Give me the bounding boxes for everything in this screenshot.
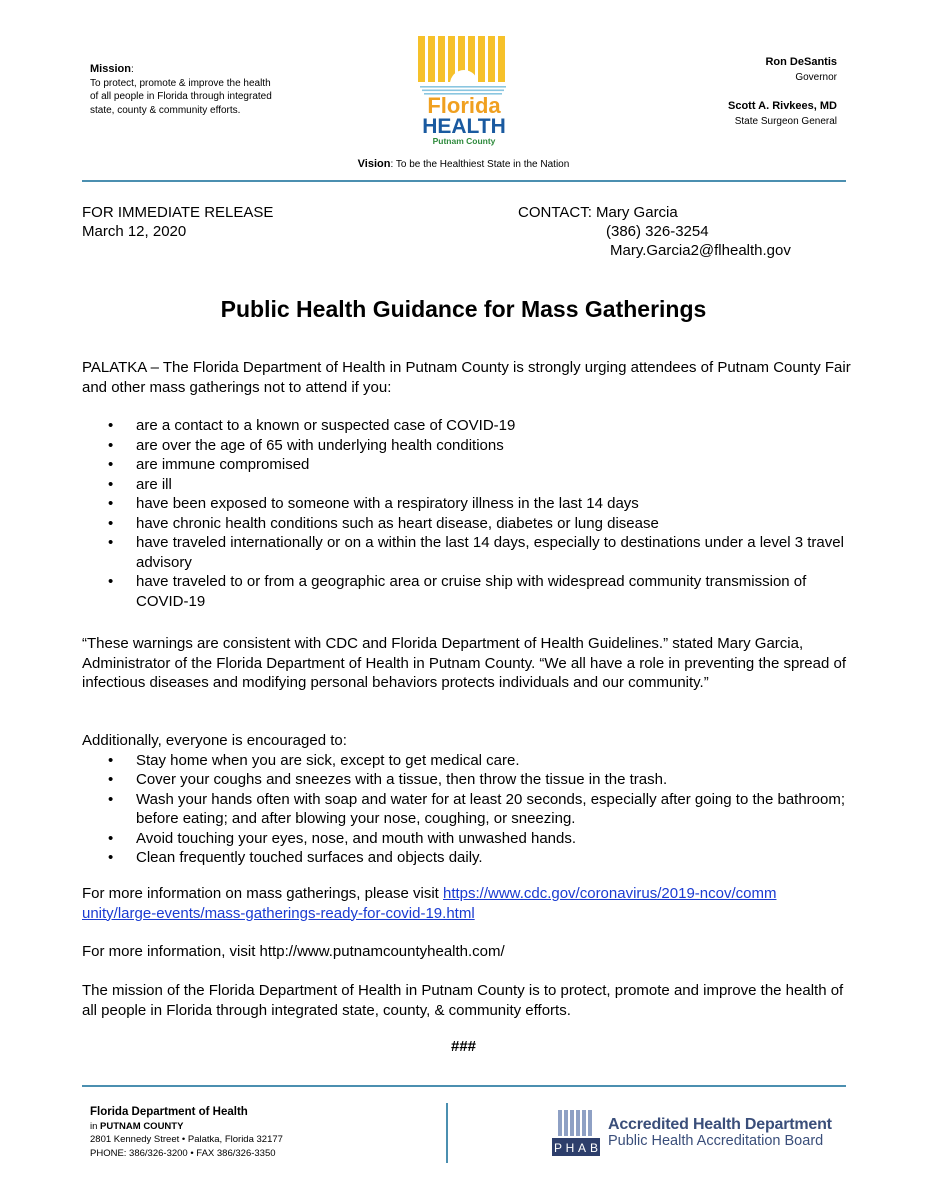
contact-email: Mary.Garcia2@flhealth.gov	[610, 242, 791, 259]
footer-county: PUTNAM COUNTY	[100, 1120, 184, 1132]
intro-text: PALATKA – The Florida Department of Health in Putnam County is strongly urging attendees of Putnam County Fair and other mass gatherings not to attend if you:	[82, 359, 851, 396]
header-divider	[82, 180, 846, 182]
footer-org-name: Florida Department of Health	[90, 1106, 248, 1118]
more-info-prefix: For more information on mass gatherings, please visit	[82, 885, 443, 902]
mission-statement-text: The mission of the Florida Department of Health in Putnam County is to protect, promote and improve the health of all people in Florida through integrated state, county, & community efforts.	[82, 982, 844, 1019]
footer-vertical-divider	[446, 1103, 448, 1163]
quote-text: “These warnings are consistent with CDC and Florida Department of Health Guidelines.” stated Mary Garcia, Administrator of the Florida Department of Health in Putnam County. “We all have a role in preventing the spread of infectious diseases and modifying personal behaviors protects individuals and our community.”	[82, 635, 847, 691]
list-item: • Wash your hands often with soap and water for at least 20 seconds, especially after going to the bathroom; before eating; and after blowing your nose, coughing, or sneezing.	[82, 790, 852, 829]
governor-name: Ron DeSantis	[765, 56, 837, 68]
mission-block	[90, 63, 310, 117]
accreditation-text	[608, 1116, 832, 1149]
cdc-mass-gatherings-link[interactable]: https://www.cdc.gov/coronavirus/2019-ncov/community/large-events/mass-gatherings-ready-for-covid-19.html	[82, 885, 777, 922]
mission-statement-paragraph	[82, 981, 852, 1020]
list-item: • are a contact to a known or suspected case of COVID-19	[82, 416, 852, 436]
list-item: • are over the age of 65 with underlying health conditions	[82, 436, 852, 456]
florida-health-logo	[412, 36, 516, 146]
vision-line	[0, 158, 927, 170]
footer-phone-fax: PHONE: 386/326-3200 • FAX 386/326-3350	[90, 1147, 276, 1159]
list-item: • are ill	[82, 475, 852, 495]
mission-line: To protect, promote & improve the health	[90, 77, 271, 89]
footer-address	[90, 1106, 283, 1160]
list-item: • have chronic health conditions such as heart disease, diabetes or lung disease	[82, 514, 852, 534]
page-title: Public Health Guidance for Mass Gatherings	[220, 296, 707, 322]
list-item: • Clean frequently touched surfaces and objects daily.	[82, 848, 852, 868]
release-date: March 12, 2020	[82, 223, 187, 240]
phab-letter: B	[589, 1141, 599, 1155]
attendance-bullet-list	[82, 416, 852, 611]
governor-title: Governor	[795, 72, 837, 83]
logo-word-florida: Florida	[427, 93, 501, 118]
vision-text: : To be the Healthiest State in the Nation	[390, 159, 570, 170]
list-item: • Avoid touching your eyes, nose, and mouth with unwashed hands.	[82, 829, 852, 849]
more-info-paragraph	[82, 884, 782, 923]
logo-word-health: HEALTH	[422, 115, 506, 138]
quote-paragraph	[82, 634, 852, 693]
phab-letter: A	[577, 1141, 587, 1155]
accreditation-line2: Public Health Accreditation Board	[608, 1133, 824, 1149]
contact-info	[518, 203, 791, 260]
mission-colon: :	[130, 64, 134, 75]
list-item: • are immune compromised	[82, 455, 852, 475]
additionally-text: Additionally, everyone is encouraged to:	[82, 732, 347, 749]
accreditation-line1: Accredited Health Department	[608, 1116, 832, 1133]
vision-label: Vision	[357, 158, 391, 170]
footer-divider	[82, 1085, 846, 1087]
county-site-paragraph	[82, 942, 852, 962]
contact-name: CONTACT: Mary Garcia	[518, 204, 678, 221]
more-info-text: For more information, visit http://www.putnamcountyhealth.com/	[82, 943, 505, 960]
surgeon-general-name: Scott A. Rivkees, MD	[727, 100, 837, 112]
phab-logo-icon	[552, 1108, 600, 1156]
surgeon-general-title: State Surgeon General	[734, 116, 837, 127]
encouraged-section	[82, 731, 852, 868]
list-item: • have traveled internationally or on a within the last 14 days, especially to destinations under a level 3 travel advisory	[82, 533, 852, 572]
list-item: • have been exposed to someone with a respiratory illness in the last 14 days	[82, 494, 852, 514]
phab-letter: P	[553, 1141, 563, 1155]
footer-street: 2801 Kennedy Street • Palatka, Florida 32177	[90, 1134, 283, 1145]
intro-paragraph	[82, 358, 852, 397]
list-item: • Stay home when you are sick, except to get medical care.	[82, 751, 852, 771]
mission-label: Mission	[90, 63, 131, 75]
mission-line: state, county & community efforts.	[90, 104, 241, 116]
end-mark: ###	[450, 1038, 477, 1055]
footer-in: in	[90, 1120, 101, 1132]
contact-phone: (386) 326-3254	[606, 223, 709, 240]
phab-letter: H	[565, 1141, 575, 1155]
release-info	[82, 203, 273, 241]
list-item: • have traveled to or from a geographic area or cruise ship with widespread community transmission of COVID-19	[82, 572, 852, 611]
officials-block	[728, 55, 837, 129]
list-item: • Cover your coughs and sneezes with a tissue, then throw the tissue in the trash.	[82, 770, 852, 790]
mission-line: of all people in Florida through integrated	[90, 91, 272, 102]
release-label: FOR IMMEDIATE RELEASE	[82, 204, 274, 221]
logo-word-county: Putnam County	[432, 136, 496, 146]
